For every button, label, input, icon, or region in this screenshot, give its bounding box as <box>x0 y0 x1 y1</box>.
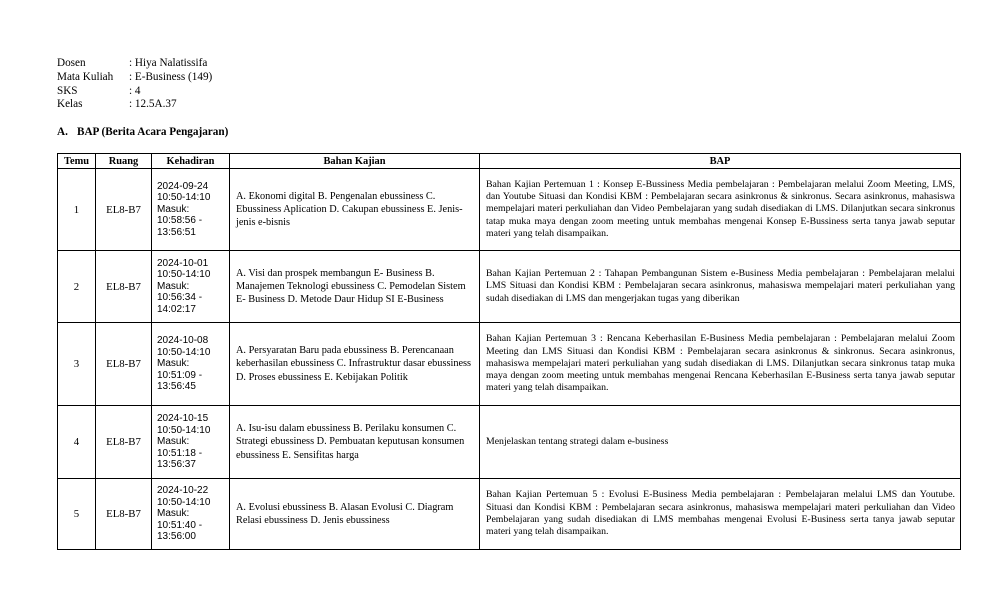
cell-bahan-kajian: A. Evolusi ebussiness B. Alasan Evolusi C. Diagram Relasi ebussiness D. Jenis ebussiness <box>230 479 480 550</box>
kehadiran-keluar-time: 13:56:45 <box>157 381 196 393</box>
header-kehadiran: Kehadiran <box>152 154 230 169</box>
header-bahan-kajian: Bahan Kajian <box>230 154 480 169</box>
info-row-kelas <box>57 98 212 112</box>
kehadiran-date: 2024-10-08 <box>157 335 209 347</box>
info-label: Kelas <box>57 98 83 111</box>
kehadiran-masuk-label: Masuk: <box>157 280 190 292</box>
table-row <box>58 479 961 550</box>
cell-kehadiran <box>152 323 230 406</box>
cell-temu: 3 <box>58 323 96 406</box>
cell-ruang: EL8-B7 <box>96 169 152 251</box>
kehadiran-time: 10:50-14:10 <box>157 496 211 508</box>
kehadiran-masuk-label: Masuk: <box>157 203 190 215</box>
cell-bap: Bahan Kajian Pertemuan 2 : Tahapan Pembangunan Sistem e-Business Media pembelajaran : Pembelajaran melalui LMS Situasi dan Kondisi KBM : Pembelajaran secara asinkronus, mahasiswa mempelajari materi perkuliahan yang sudah disediakan di LMS dan mengerjakan tugas yang diberikan <box>480 251 961 323</box>
kehadiran-masuk-label: Masuk: <box>157 436 190 448</box>
section-title: BAP (Berita Acara Pengajaran) <box>77 126 229 138</box>
cell-bap: Bahan Kajian Pertemuan 3 : Rencana Keberhasilan E-Business Media pembelajaran : Pembelajaran melalui Zoom Meeting dan LMS Situasi dan Kondisi KBM : Pembelajaran secara asinkronus & sinkronus. Secara asinkronus, mahasiswa mempelajari materi perkuliahan yang sudah disediakan di LMS. Dilanjutkan secara sinkronus tatap muka maya dengan zoom meeting untuk membahas mengenai Rencana Keberhasilan E-Business serta tanya jawab seputar materi yang telah disampaikan. <box>480 323 961 406</box>
kehadiran-date: 2024-09-24 <box>157 180 209 192</box>
cell-bahan-kajian: A. Isu-isu dalam ebussiness B. Perilaku konsumen C. Strategi ebussiness D. Pembuatan keputusan konsumen ebussiness E. Sensifitas harga <box>230 406 480 479</box>
cell-kehadiran <box>152 479 230 550</box>
kehadiran-masuk-label: Masuk: <box>157 358 190 370</box>
header-ruang: Ruang <box>96 154 152 169</box>
kehadiran-masuk-time: 10:56:34 - <box>157 292 203 304</box>
section-heading <box>57 126 228 138</box>
cell-temu: 2 <box>58 251 96 323</box>
cell-bap: Bahan Kajian Pertemuan 1 : Konsep E-Bussiness Media pembelajaran : Pembelajaran melalui Zoom Meeting, LMS, dan Youtube Situasi dan Kondisi KBM : Pembelajaran secara asinkronus & sinkronus. Secara asinkronus, mahasiswa mempelajari materi perkuliahan dan Video Pembelajaran yang sudah disediakan di LMS. Dilanjutkan secara sinkronus tatap muka maya dengan zoom meeting untuk membahas mengenai Konsep E-Bussiness serta tanya jawab seputar materi yang telah disampaikan. <box>480 169 961 251</box>
lecture-info <box>57 57 212 112</box>
cell-temu: 4 <box>58 406 96 479</box>
bap-text: Menjelaskan tentang strategi dalam e-business <box>486 435 669 447</box>
cell-kehadiran <box>152 169 230 251</box>
kehadiran-keluar-time: 13:56:37 <box>157 459 196 471</box>
kehadiran-masuk-time: 10:51:18 - <box>157 447 203 459</box>
info-row-sks <box>57 85 212 99</box>
cell-temu: 5 <box>58 479 96 550</box>
kehadiran-date: 2024-10-15 <box>157 413 209 425</box>
kehadiran-masuk-time: 10:58:56 - <box>157 215 203 227</box>
table-row <box>58 406 961 479</box>
cell-bahan-kajian: A. Visi dan prospek membangun E- Business B. Manajemen Teknologi ebussiness C. Pemodelan Sistem E- Business D. Metode Daur Hidup SI E-Business <box>230 251 480 323</box>
header-temu: Temu <box>58 154 96 169</box>
kehadiran-date: 2024-10-22 <box>157 485 209 497</box>
cell-temu: 1 <box>58 169 96 251</box>
cell-ruang: EL8-B7 <box>96 479 152 550</box>
cell-bap <box>480 406 961 479</box>
info-label: Dosen <box>57 57 86 69</box>
info-row-mata-kuliah <box>57 71 212 85</box>
table-header-row <box>58 154 961 169</box>
cell-ruang: EL8-B7 <box>96 251 152 323</box>
info-label: SKS <box>57 84 78 97</box>
info-value: : Hiya Nalatissifa <box>129 57 208 69</box>
bap-table <box>57 153 961 550</box>
info-label: Mata Kuliah <box>57 70 114 83</box>
cell-kehadiran <box>152 406 230 479</box>
kehadiran-date: 2024-10-01 <box>157 257 209 269</box>
cell-bahan-kajian: A. Ekonomi digital B. Pengenalan ebussiness C. Ebussiness Aplication D. Cakupan ebussiness E. Jenis-jenis e-bisnis <box>230 169 480 251</box>
info-value: : 4 <box>129 84 141 97</box>
kehadiran-time: 10:50-14:10 <box>157 424 211 436</box>
info-value: : 12.5A.37 <box>129 98 177 111</box>
kehadiran-keluar-time: 13:56:51 <box>157 226 196 238</box>
table-row <box>58 323 961 406</box>
cell-kehadiran <box>152 251 230 323</box>
kehadiran-time: 10:50-14:10 <box>157 346 211 358</box>
header-bap: BAP <box>480 154 961 169</box>
kehadiran-masuk-label: Masuk: <box>157 508 190 520</box>
kehadiran-time: 10:50-14:10 <box>157 192 211 204</box>
info-value: : E-Business (149) <box>129 70 213 83</box>
kehadiran-keluar-time: 14:02:17 <box>157 303 196 315</box>
cell-bahan-kajian: A. Persyaratan Baru pada ebussiness B. Perencanaan keberhasilan ebussiness C. Infrastruktur dasar ebussiness D. Proses ebussiness E. Kebijakan Politik <box>230 323 480 406</box>
section-number: A. <box>57 126 68 138</box>
info-row-dosen <box>57 57 212 71</box>
kehadiran-masuk-time: 10:51:40 - <box>157 519 203 531</box>
kehadiran-masuk-time: 10:51:09 - <box>157 369 203 381</box>
kehadiran-time: 10:50-14:10 <box>157 269 211 281</box>
cell-ruang: EL8-B7 <box>96 323 152 406</box>
cell-bap: Bahan Kajian Pertemuan 5 : Evolusi E-Business Media pembelajaran : Pembelajaran melalui LMS dan Youtube. Situasi dan Kondisi KBM : Pembelajaran secara asinkronus, mahasiswa mempelajari materi perkuliahan dan Video Pembelajaran yang sudah disediakan di LMS membahas mengenai Evolusi E-Business serta tanya jawab seputar materi yang telah disampaikan. <box>480 479 961 550</box>
cell-ruang: EL8-B7 <box>96 406 152 479</box>
table-row <box>58 251 961 323</box>
table-row <box>58 169 961 251</box>
kehadiran-keluar-time: 13:56:00 <box>157 531 196 543</box>
